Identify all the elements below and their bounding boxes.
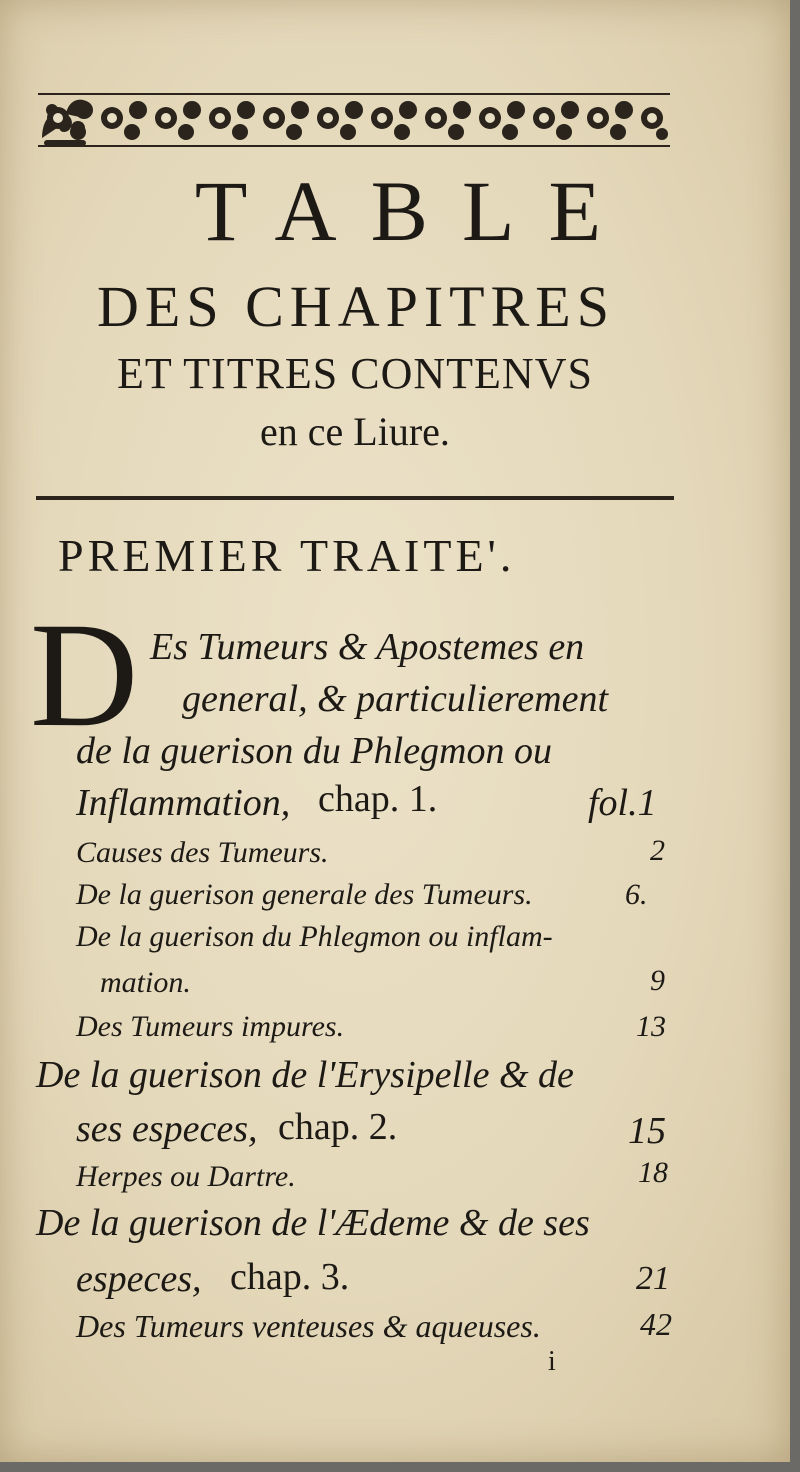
entry-6-line-1: De la guerison de l'Erysipelle & de — [36, 1054, 574, 1096]
entry-2-text: Causes des Tumeurs. — [76, 836, 329, 869]
entry-8-line-2: especes, — [76, 1258, 202, 1300]
entry-4-page: 9 — [650, 964, 665, 997]
entry-1-line-2: general, & particulierement — [182, 678, 608, 720]
divider-rule — [36, 493, 674, 503]
entry-5-text: Des Tumeurs impures. — [76, 1010, 345, 1043]
entry-3-text: De la guerison generale des Tumeurs. — [76, 878, 533, 911]
drop-cap: D — [30, 592, 139, 758]
entry-9-page: 42 — [640, 1306, 672, 1342]
entry-8-page: 21 — [636, 1260, 670, 1297]
entry-1-page: fol.1 — [588, 782, 657, 824]
entry-3-page: 6. — [625, 878, 648, 911]
entry-8-chapter: chap. 3. — [230, 1256, 350, 1298]
entry-7-page: 18 — [638, 1156, 668, 1189]
entry-1-line-1: Es Tumeurs & Apostemes en — [150, 626, 585, 668]
entry-2-page: 2 — [650, 834, 665, 867]
subtitle-line-3: en ce Liure. — [260, 409, 450, 454]
entry-6-page: 15 — [628, 1110, 666, 1152]
entry-6-chapter: chap. 2. — [278, 1106, 398, 1148]
section-heading: PREMIER TRAITE'. — [58, 530, 516, 581]
page-title: TABLE — [194, 163, 636, 259]
entry-4-line-2: mation. — [100, 966, 191, 999]
subtitle-line-2: ET TITRES CONTENVS — [117, 349, 593, 398]
entry-1-line-4: Inflammation, — [76, 782, 291, 824]
signature-mark: i — [548, 1346, 556, 1377]
entry-9-text: Des Tumeurs venteuses & aqueuses. — [76, 1308, 541, 1344]
entry-5-page: 13 — [636, 1010, 666, 1043]
entry-1-chapter: chap. 1. — [318, 778, 438, 820]
entry-6-line-2: ses especes, — [76, 1108, 258, 1150]
entry-1-line-3: de la guerison du Phlegmon ou — [76, 730, 553, 772]
subtitle-line-1: DES CHAPITRES — [97, 274, 615, 339]
entry-4-line-1: De la guerison du Phlegmon ou inflam- — [76, 920, 553, 953]
fleuron-border-icon — [38, 88, 670, 152]
entry-8-line-1: De la guerison de l'Ædeme & de ses — [36, 1202, 590, 1244]
entry-7-text: Herpes ou Dartre. — [76, 1160, 296, 1193]
